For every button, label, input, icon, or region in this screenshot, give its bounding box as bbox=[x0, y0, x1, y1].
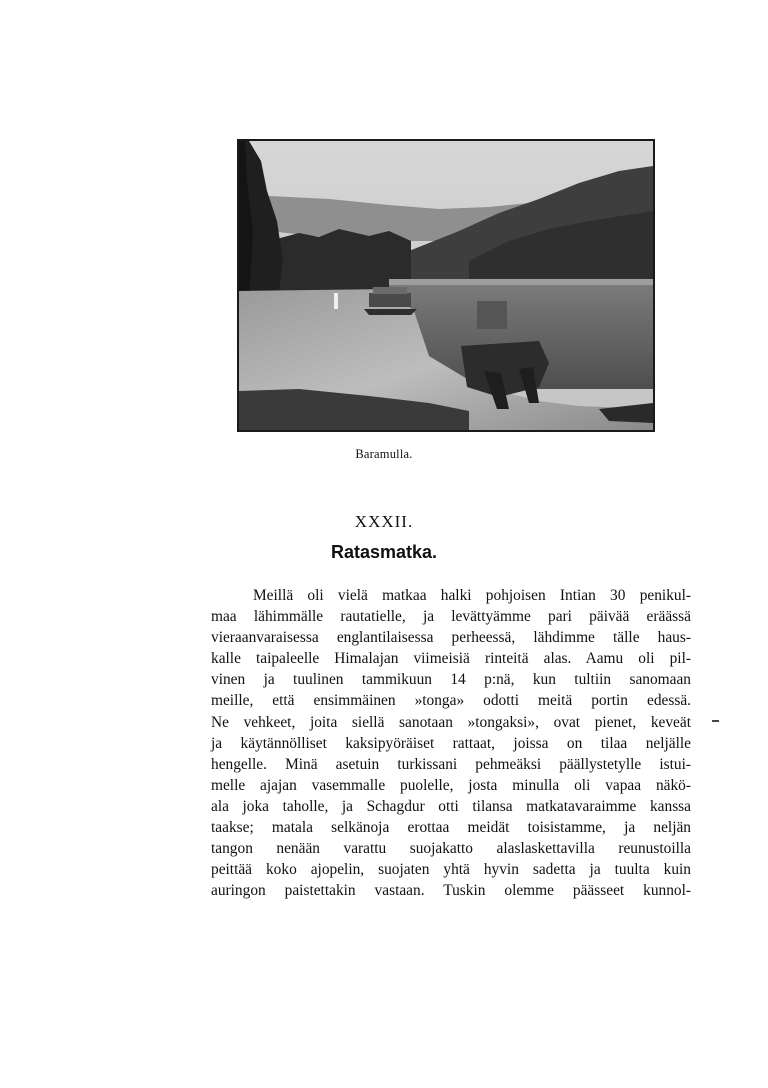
figure-on-shore bbox=[334, 293, 338, 309]
body-line: maa lähimmälle rautatielle, ja levättyämme pari päivää eräässä bbox=[211, 608, 691, 626]
body-line: ja käytännölliset kaksipyöräiset rattaat, joissa on tilaa neljälle bbox=[211, 734, 691, 752]
chapter-title: Ratasmatka. bbox=[330, 542, 438, 562]
body-line: auringon paistettakin vastaan. Tuskin olemme päässeet kunnol- bbox=[211, 882, 691, 900]
photo-caption: Baramulla. bbox=[355, 447, 413, 461]
body-line: melle ajajan vasemmalle puolelle, josta minulla oli vapaa näkö- bbox=[211, 776, 691, 794]
boat-on-lake bbox=[477, 301, 507, 329]
body-line: Ne vehkeet, joita siellä sanotaan »tongaksi», ovat pienet, keveät bbox=[211, 713, 691, 731]
body-line: ala joka taholle, ja Schagdur otti tilansa matkatavaraimme kanssa bbox=[211, 797, 691, 815]
chapter-body-paragraph bbox=[211, 585, 691, 901]
body-line: Meillä oli vielä matkaa halki pohjoisen Intian 30 penikul- bbox=[253, 587, 691, 604]
body-line: peittää koko ajopelin, suojaten yhtä hyvin sadetta ja tuulta kuin bbox=[211, 861, 691, 879]
baramulla-photograph bbox=[237, 139, 655, 432]
body-line: taakse; matala selkänoja erottaa meidät toisistamme, ja neljän bbox=[211, 819, 691, 837]
body-line: hengelle. Minä asetuin turkissani pehmeäksi päällystetylle istui- bbox=[211, 755, 691, 773]
houseboat bbox=[369, 293, 411, 307]
chapter-number: XXXII. bbox=[354, 512, 414, 531]
body-line: vieraanvaraisessa englantilaisessa perheessä, lähdimme tälle haus- bbox=[211, 629, 691, 647]
margin-mark bbox=[712, 720, 719, 722]
body-line: tangon nenään varattu suojakatto alaslaskettavilla reunustoilla bbox=[211, 840, 691, 858]
body-line: vinen ja tuulinen tammikuun 14 p:nä, kun tultiin sanomaan bbox=[211, 671, 691, 689]
body-line: kalle taipaleelle Himalajan viimeisiä rinteitä alas. Aamu oli pil- bbox=[211, 650, 691, 668]
lake-landscape-image bbox=[239, 141, 653, 430]
body-line: meille, että ensimmäinen »tonga» odotti meitä portin edessä. bbox=[211, 692, 691, 710]
